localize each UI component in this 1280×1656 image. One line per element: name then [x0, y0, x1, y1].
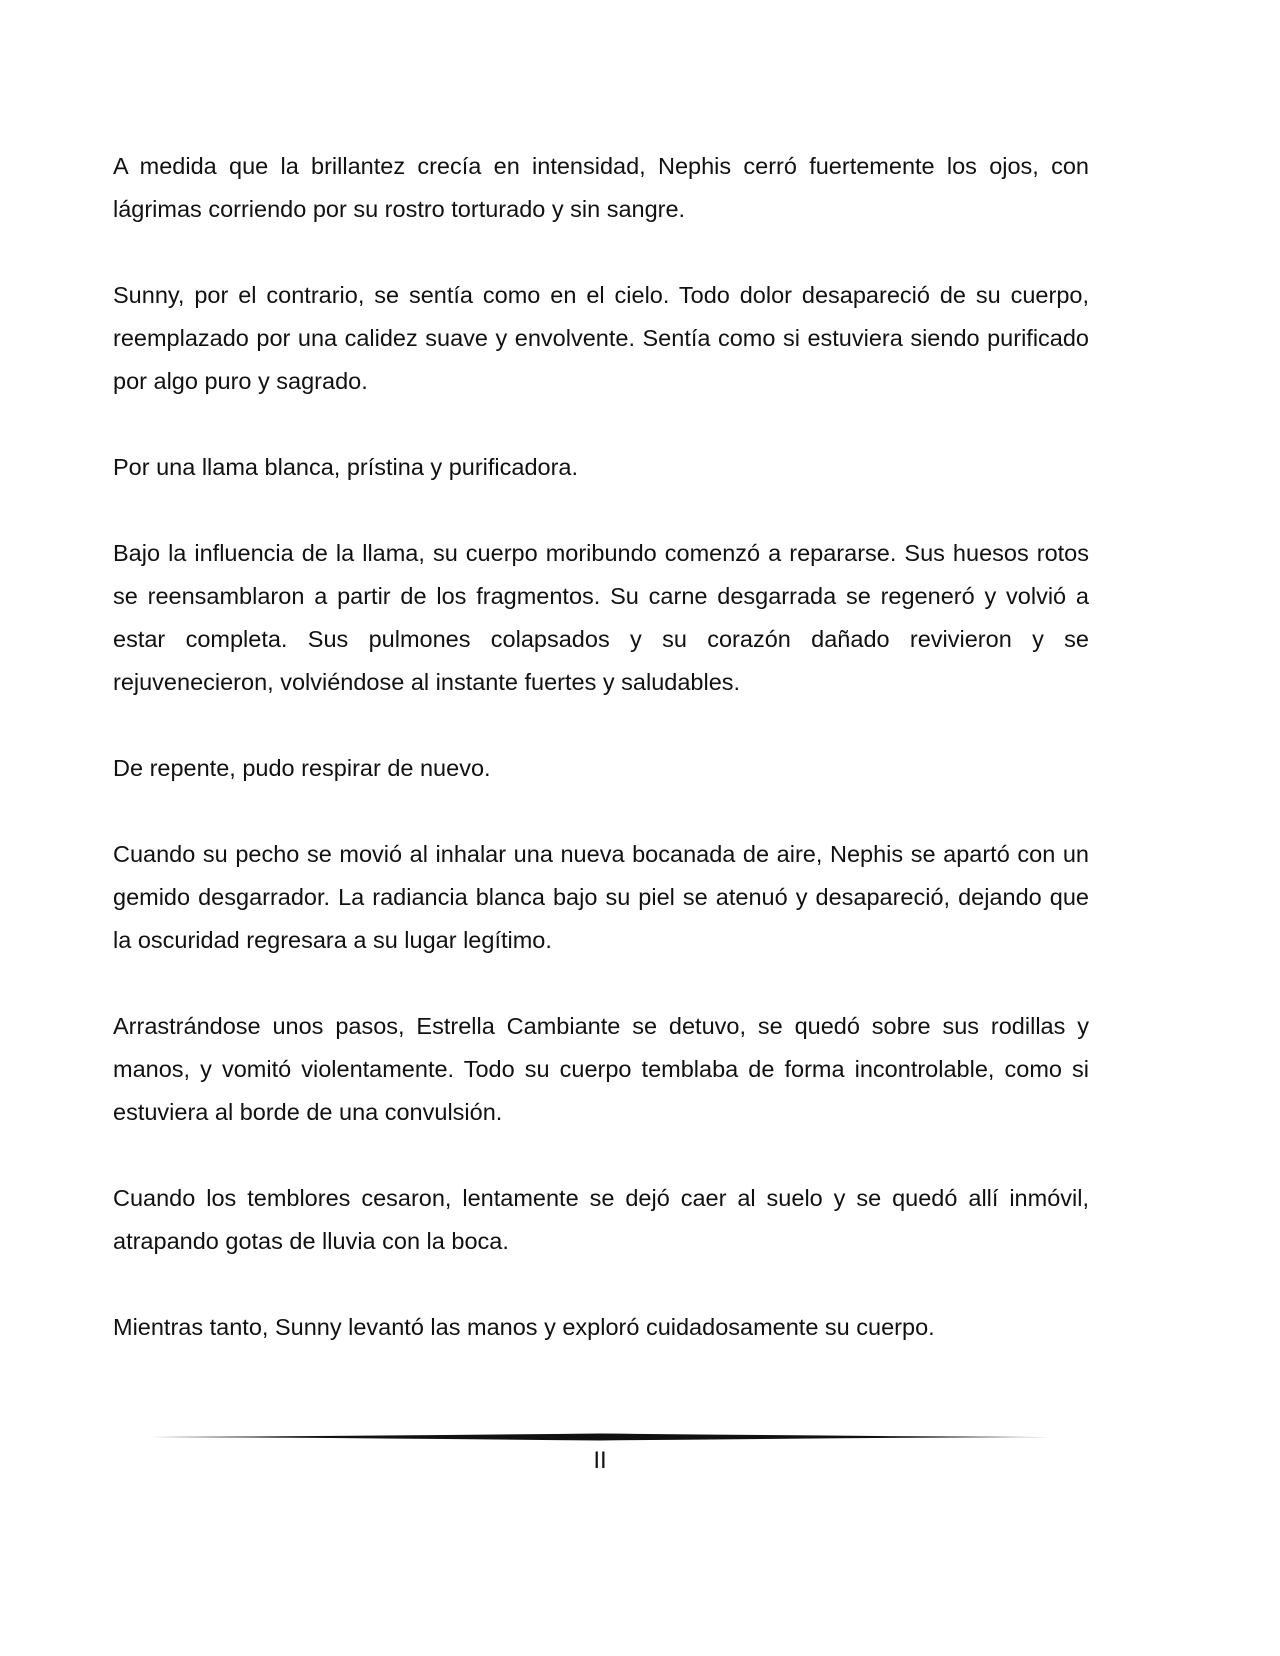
text-body — [113, 145, 1089, 1392]
paragraph-1: A medida que la brillantez crecía en intensidad, Nephis cerró fuertemente los ojos, con lágrimas corriendo por su rostro torturado y sin sangre. — [113, 153, 1089, 222]
paragraph-3: Por una llama blanca, prístina y purificadora. — [113, 454, 579, 480]
paragraph-4: Bajo la influencia de la llama, su cuerpo moribundo comenzó a repararse. Sus huesos rotos se reensamblaron a partir de los fragmentos. Su carne desgarrada se regeneró y volvió a estar completa. Sus pulmones colapsados y su corazón dañado revivieron y se rejuvenecieron, volviéndose al instante fuertes y saludables. — [113, 540, 1089, 695]
paragraph-6: Cuando su pecho se movió al inhalar una nueva bocanada de aire, Nephis se apartó con un gemido desgarrador. La radiancia blanca bajo su piel se atenuó y desapareció, dejando que la oscuridad regresara a su lugar legítimo. — [113, 841, 1089, 953]
paragraph-7: Arrastrándose unos pasos, Estrella Cambiante se detuvo, se quedó sobre sus rodillas y manos, y vomitó violentamente. Todo su cuerpo temblaba de forma incontrolable, como si estuviera al borde de una convulsión. — [113, 1013, 1089, 1125]
paragraph-2: Sunny, por el contrario, se sentía como en el cielo. Todo dolor desapareció de su cuerpo, reemplazado por una calidez suave y envolvente. Sentía como si estuviera siendo purificado por algo puro y sagrado. — [113, 282, 1089, 394]
paragraph-8: Cuando los temblores cesaron, lentamente se dejó caer al suelo y se quedó allí inmóvil, atrapando gotas de lluvia con la boca. — [113, 1185, 1089, 1254]
paragraph-9: Mientras tanto, Sunny levantó las manos y exploró cuidadosamente su cuerpo. — [113, 1314, 935, 1340]
page-number: II — [593, 1447, 607, 1474]
footer-divider — [150, 1432, 1050, 1442]
paragraph-5: De repente, pudo respirar de nuevo. — [113, 755, 491, 781]
